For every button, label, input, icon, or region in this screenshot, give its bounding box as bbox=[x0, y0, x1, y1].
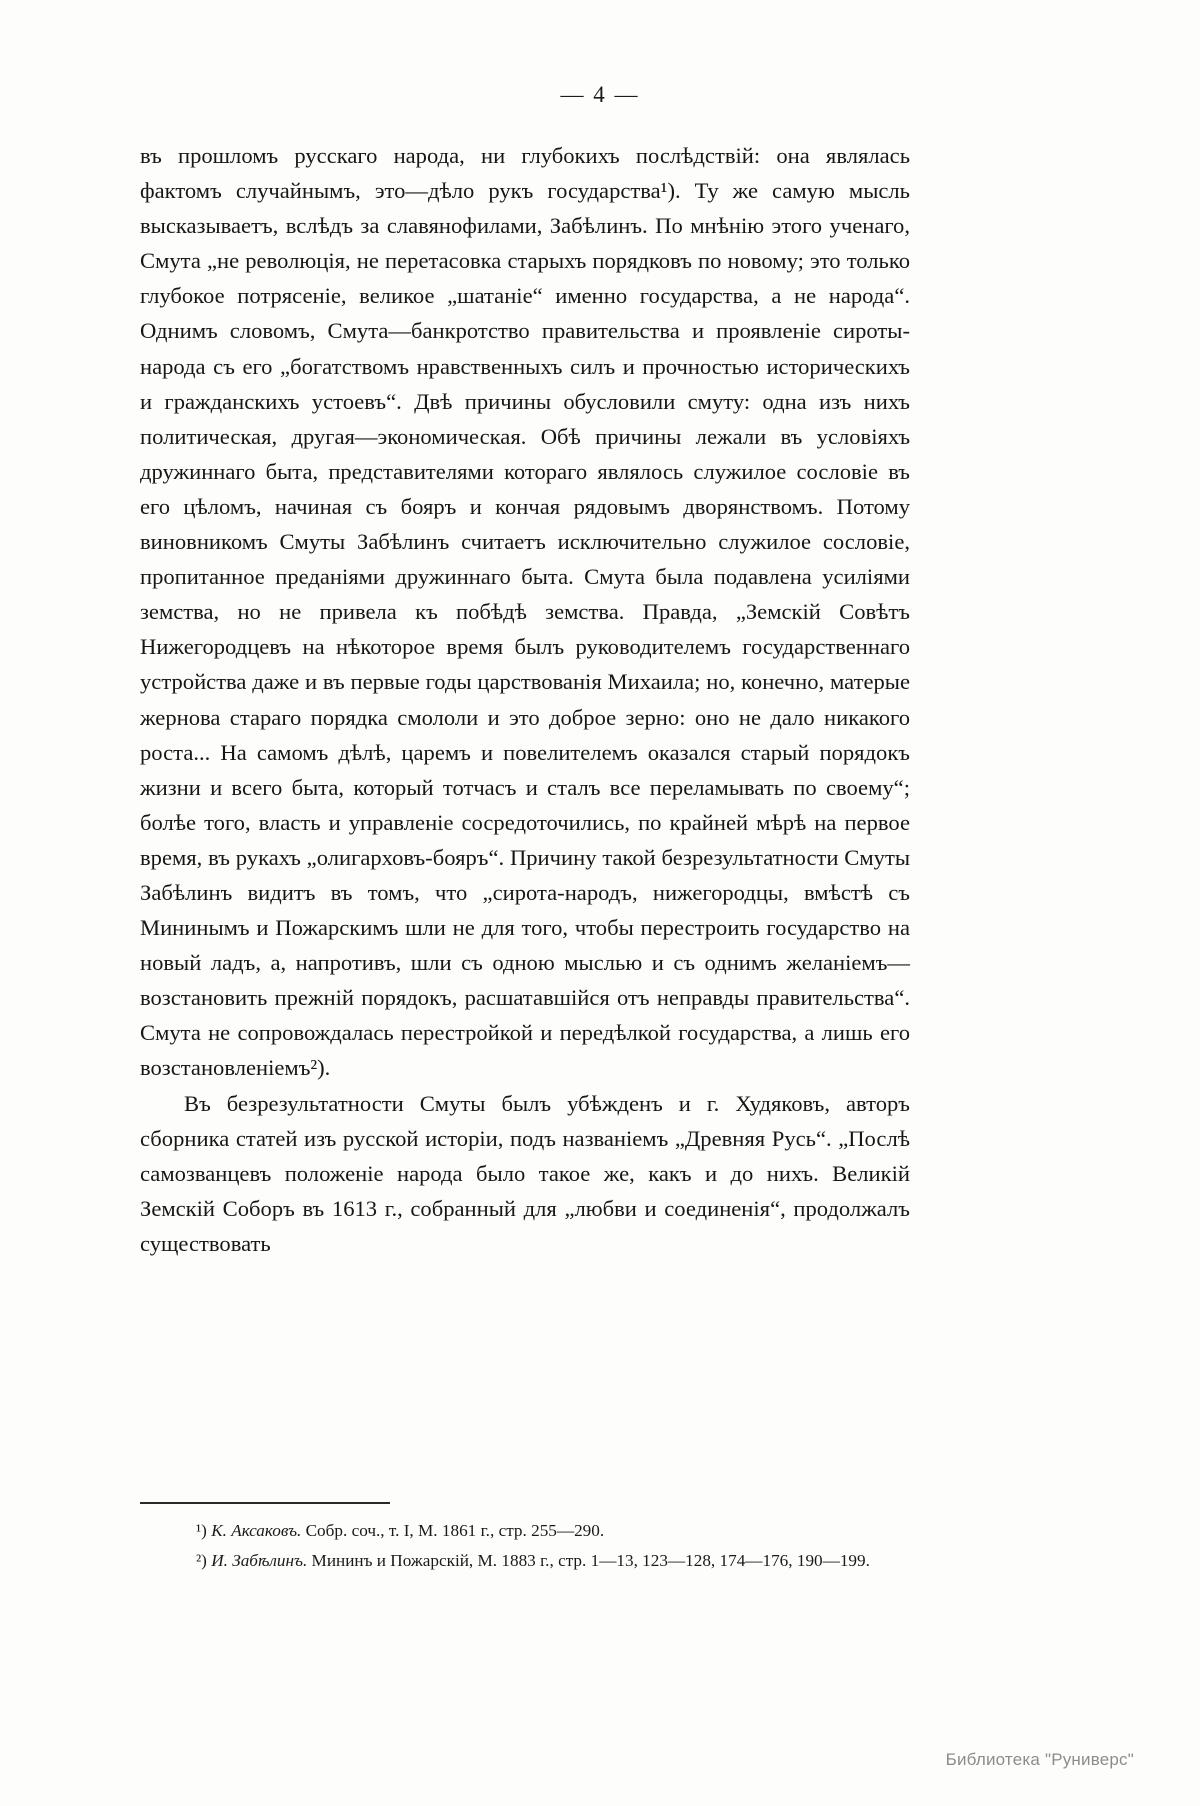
footnote-2-author: И. Забѣлинъ. bbox=[211, 1551, 308, 1570]
paragraph-1: въ прошломъ русскаго народа, ни глубокихъ послѣдствій: она являлась фактомъ случайнымъ, это—дѣло рукъ государства¹). Ту же самую мысль высказываетъ, вслѣдъ за славянофилами, Забѣлинъ. По мнѣнію этого ученаго, Смута „не революція, не перетасовка старыхъ порядковъ по новому; это только глубокое потрясеніе, великое „шатаніе“ именно государства, а не народа“. Однимъ словомъ, Смута—банкротство правительства и проявленіе сироты-народа съ его „богатствомъ нравственныхъ силъ и прочностью историческихъ и гражданскихъ устоевъ“. Двѣ причины обусловили смуту: одна изъ нихъ политическая, другая—экономическая. Обѣ причины лежали въ условіяхъ дружиннаго быта, представителями котораго являлось служилое сословіе въ его цѣломъ, начиная съ бояръ и кончая рядовымъ дворянствомъ. Потому виновникомъ Смуты Забѣлинъ считаетъ исключительно служилое сословіе, пропитанное преданіями дружиннаго быта. Смута была подавлена усиліями земства, но не привела къ побѣдѣ земства. Правда, „Земскій Совѣтъ Нижегородцевъ на нѣкоторое время былъ руководителемъ государственнаго устройства даже и въ первые годы царствованія Михаила; но, конечно, матерые жернова стараго порядка смололи и это доброе зерно: оно не дало никакого роста... На самомъ дѣлѣ, царемъ и повелителемъ оказался старый порядокъ жизни и всего быта, который тотчасъ и сталъ все переламывать по своему“; болѣе того, власть и управленіе сосредоточились, по крайней мѣрѣ на первое время, въ рукахъ „олигарховъ-бояръ“. Причину такой безрезультатности Смуты Забѣлинъ видитъ въ томъ, что „сирота-народъ, нижегородцы, вмѣстѣ съ Мининымъ и Пожарскимъ шли не для того, чтобы перестроить государство на новый ладъ, а, напротивъ, шли съ одною мыслью и съ однимъ желаніемъ—возстановить прежній порядокъ, расшатавшійся отъ неправды правительства“. Смута не сопровождалась перестройкой и передѣлкой государства, а лишь его возстановленіемъ²). bbox=[140, 143, 910, 1081]
page-number: — 4 — bbox=[560, 82, 640, 107]
paragraph-2: Въ безрезультатности Смуты былъ убѣжденъ и г. Худяковъ, авторъ сборника статей изъ русской исторіи, подъ названіемъ „Древняя Русь“. „Послѣ самозванцевъ положеніе народа было такое же, какъ и до нихъ. Великій Земскій Соборъ въ 1613 г., собранный для „любви и соединенія“, продолжалъ существовать bbox=[140, 1090, 910, 1256]
footnote-1 bbox=[140, 1516, 910, 1546]
footnote-1-author: К. Аксаковъ. bbox=[211, 1521, 302, 1540]
library-watermark: Библиотека "Руниверс" bbox=[945, 1750, 1134, 1769]
footnote-2-marker: ²) bbox=[196, 1551, 207, 1570]
footnote-1-marker: ¹) bbox=[196, 1521, 207, 1540]
footnote-2 bbox=[140, 1546, 910, 1576]
footnote-2-text: Мининъ и Пожарскій, М. 1883 г., стр. 1—13, 123—128, 174—176, 190—199. bbox=[311, 1551, 870, 1570]
footnote-1-text: Собр. соч., т. I, М. 1861 г., стр. 255—290. bbox=[305, 1521, 605, 1540]
body-text bbox=[140, 138, 910, 1261]
footnotes-block bbox=[140, 1516, 910, 1576]
footnote-separator bbox=[140, 1502, 390, 1504]
